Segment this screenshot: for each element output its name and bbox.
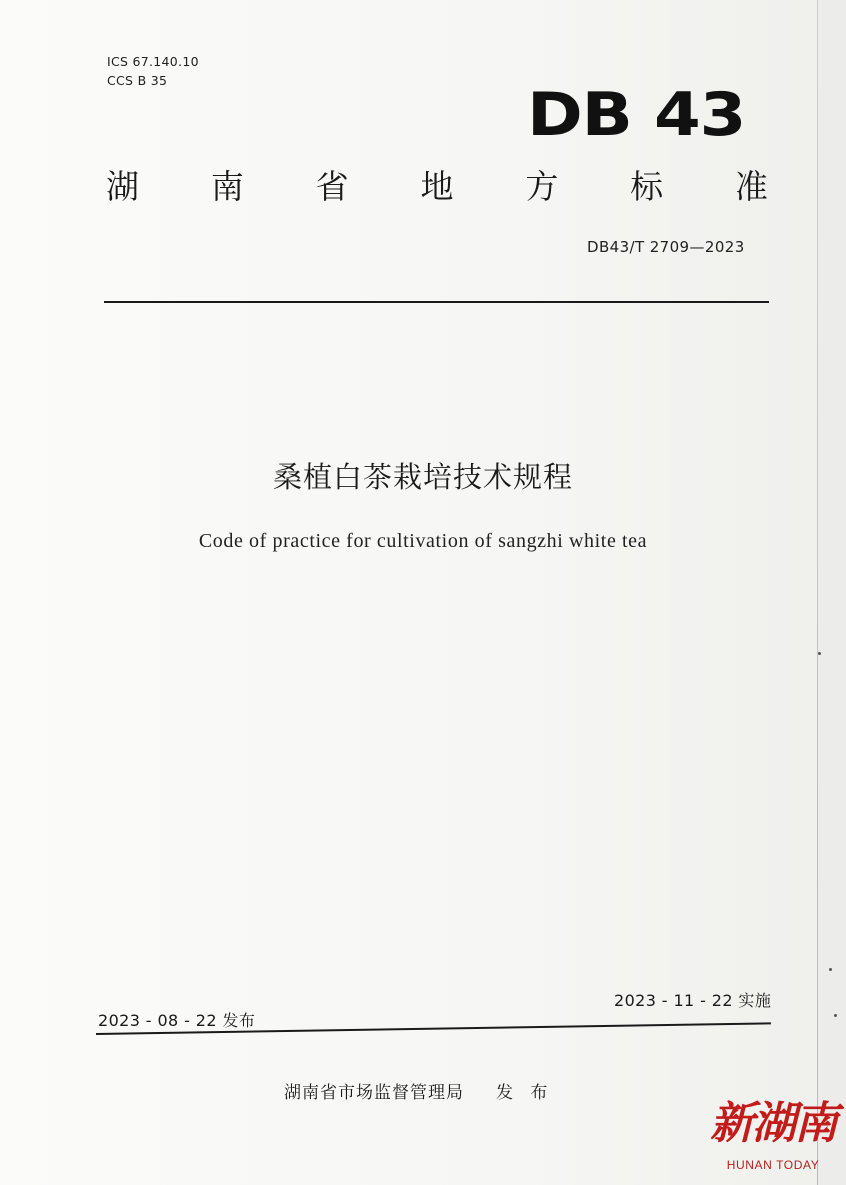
watermark-logo: 新湖南 [710, 1098, 836, 1149]
standard-type-heading [106, 165, 768, 209]
news-watermark [708, 1098, 838, 1178]
standard-type-char: 南 [210, 167, 244, 206]
standard-type-char: 标 [630, 167, 664, 206]
standard-type-char: 省 [315, 167, 349, 206]
standard-type-char: 准 [734, 167, 768, 206]
page-shade [818, 0, 846, 1185]
document-title-chinese: 桑植白茶栽培技术规程 [272, 460, 573, 494]
standard-number: DB43/T 2709—2023 [587, 238, 745, 256]
page-edge [817, 0, 818, 1185]
issuer-name: 湖南省市场监督管理局 [284, 1083, 464, 1103]
issuer-label: 发 布 [496, 1083, 554, 1103]
scan-speck [834, 1014, 837, 1017]
ccs-code: CCS B 35 [107, 73, 168, 88]
header-divider [104, 301, 769, 303]
scan-speck [829, 968, 832, 971]
standard-code: DB 43 [527, 80, 746, 150]
scan-speck [818, 652, 821, 655]
document-title-english: Code of practice for cultivation of sangzhi white tea [198, 530, 648, 552]
implementation-date: 2023 - 11 - 22 实施 [614, 991, 772, 1010]
issue-date: 2023 - 08 - 22 发布 [98, 1011, 256, 1030]
standard-type-char: 地 [420, 167, 454, 206]
standard-type-char: 方 [525, 167, 559, 206]
standard-type-char: 湖 [106, 167, 139, 206]
issuer-line [284, 1078, 553, 1103]
watermark-subtitle: HUNAN TODAY [726, 1158, 820, 1172]
ics-code: ICS 67.140.10 [107, 54, 199, 69]
